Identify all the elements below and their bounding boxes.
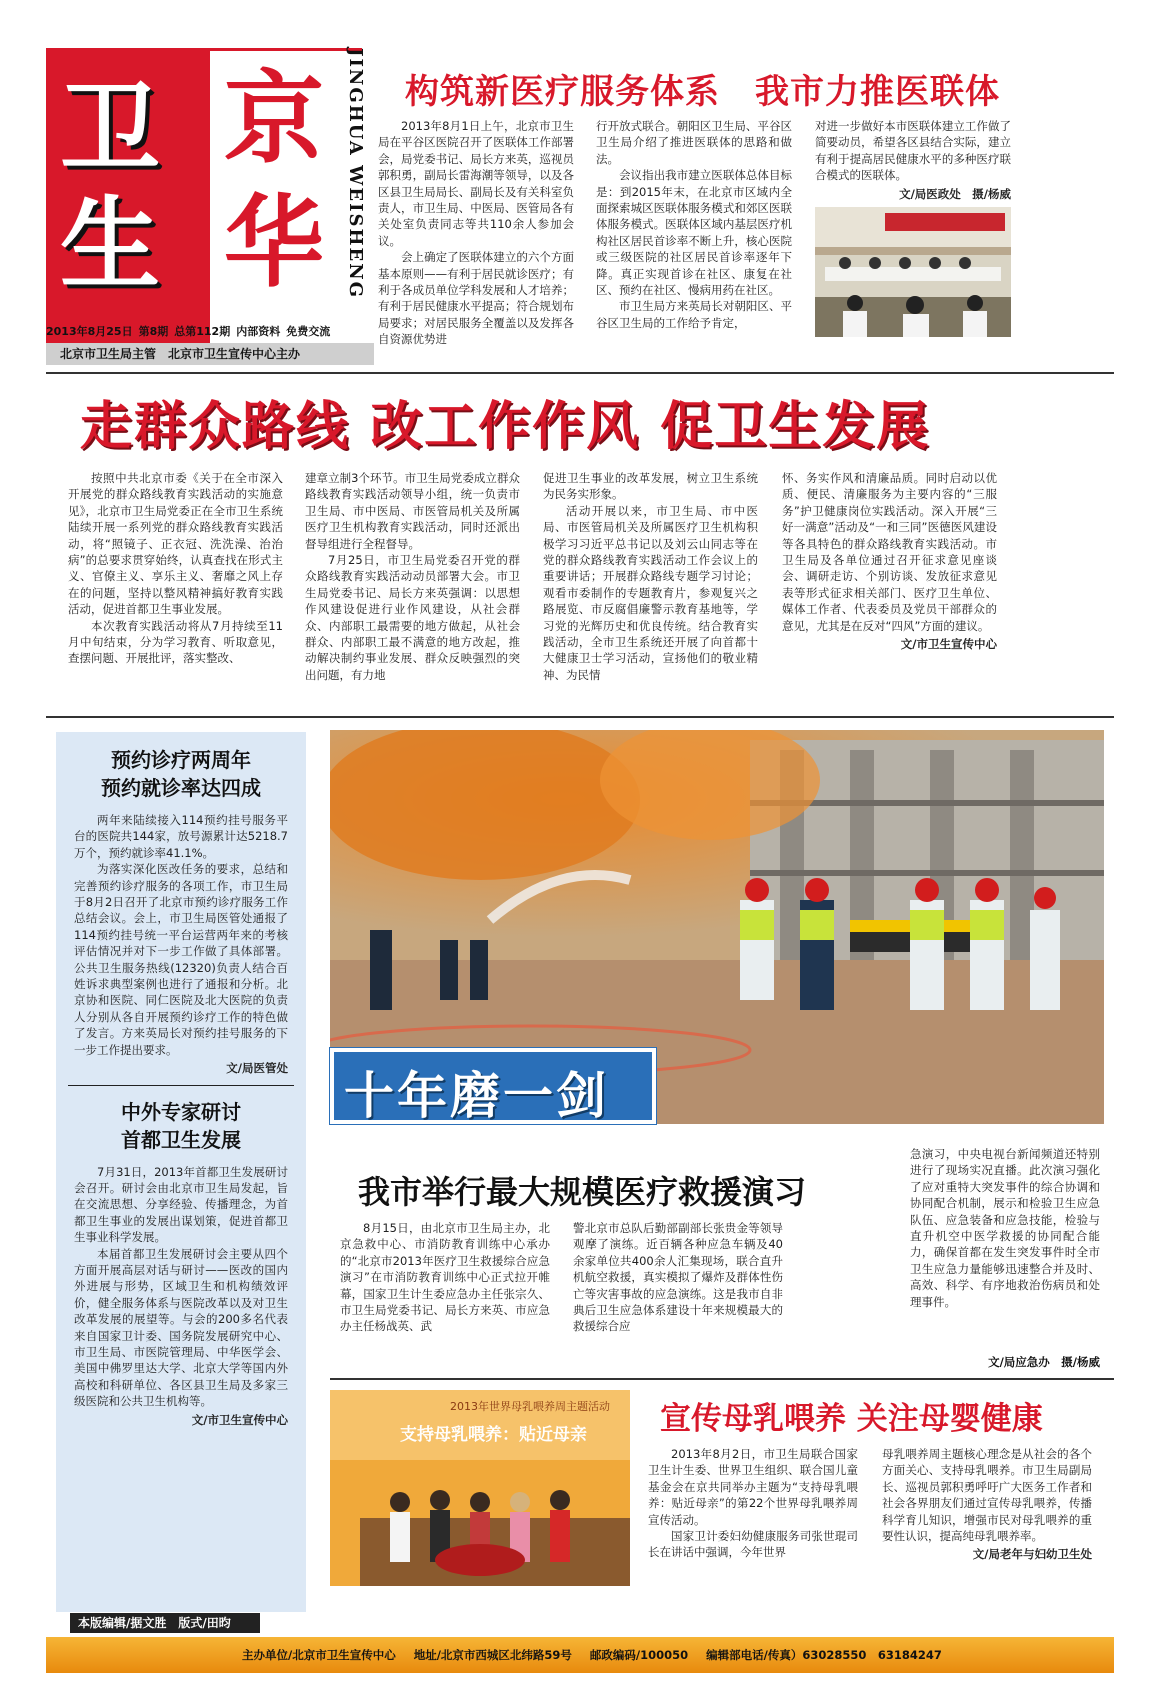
masthead-char-hua: 华 bbox=[224, 183, 324, 301]
drill-col-1 bbox=[340, 1220, 550, 1370]
drill-credit: 文/局应急办 摄/杨威 bbox=[988, 1355, 1100, 1369]
paragraph: 两年来陆续接入114预约挂号服务平台的医院共144家，放号源累计达5218.7万个，预约就诊率41.1%。 bbox=[74, 813, 288, 860]
paragraph: 会议指出我市建立医联体总体目标是：到2015年末，在北京市区域内全面探索城区医联体服务模式和郊区医联体服务模式。医联体区域内基层医疗机构社区居民首诊率不断上升，核心医院或三级医院的社区居民首诊率逐年下降。真正实现首诊在社区、康复在社区、预约在社区、慢病用药在社区。 bbox=[596, 168, 792, 298]
meeting-photo bbox=[815, 207, 1011, 337]
main-headline: 走群众路线 改工作作风 促卫生发展 bbox=[80, 397, 931, 457]
footer-address: 地址/北京市西城区北纬路59号 bbox=[413, 1648, 572, 1662]
side-headline-line2: 首都卫生发展 bbox=[121, 1127, 241, 1152]
paragraph: 会上确定了医联体建立的六个方面基本原则——有利于居民就诊医疗；有利于各成员单位学科发展和人才培养；有利于居民健康水平提高；符合规划布局要求；对居民服务全覆盖以及发挥各自资源优势进 bbox=[378, 250, 574, 347]
paragraph: 市卫生局方来英局长对朝阳区、平谷区卫生局的工作给予肯定， bbox=[596, 299, 792, 330]
issue-total: 总第112期 bbox=[174, 325, 231, 338]
footer-phone: 编辑部电话/传真）63028550 63184247 bbox=[706, 1648, 942, 1662]
breastfeeding-credit: 文/局老年与妇幼卫生处 bbox=[972, 1547, 1092, 1562]
top-story-col-3 bbox=[815, 118, 1011, 202]
breastfeeding-banner-text: 支持母乳喂养：贴近母亲 bbox=[400, 1425, 587, 1445]
top-story-credit: 文/局医政处 摄/杨威 bbox=[899, 186, 1011, 201]
side-headline-line1: 预约诊疗两周年 bbox=[111, 748, 251, 772]
footer-postcode: 邮政编码/100050 bbox=[589, 1648, 689, 1662]
paragraph: 怀、务实作风和清廉品质。同时启动以优质、便民、清廉服务为主要内容的“三服务”护卫健康岗位实践活动。深入开展“三好一满意”活动及“一和三同”医德医风建设等各具特色的群众路线教育实践活动。市卫生局及各单位通过召开征求意见座谈会、调研走访、个别访谈、发放征求意见表等形式征求相关部门、医疗卫生单位、媒体工作者、代表委员及党员干部群众的意见，尤其是在反对“四风”方面的建议。 bbox=[782, 471, 997, 633]
footer-bar bbox=[46, 1637, 1114, 1673]
paragraph: 促进卫生事业的改革发展，树立卫生系统为民务实形象。 bbox=[543, 471, 758, 502]
issue-info bbox=[46, 322, 388, 340]
paragraph: 警北京市总队后勤部副部长张贵金等领导观摩了演练。近百辆各种应急车辆及40余家单位共400余人汇集现场，联合直升机航空救援，真实模拟了爆炸及群体性伤亡等灾害事故的应急演练。这是我市自非典后卫生应急体系建设十年来规模最大的救援综合应 bbox=[573, 1221, 783, 1334]
paragraph: 活动开展以来，市卫生局、市中医局、市医管局机关及所属医疗卫生机构积极学习习近平总书记以及刘云山同志等在党的群众路线教育实践活动工作会议上的重要讲话；开展群众路线专题学习讨论；观看市委制作的专题教育片，参观复兴之路展览、市反腐倡廉警示教育基地等，学习党的光辉历史和优良传统。结合教育实践活动，全市卫生系统还开展了向首都十大健康卫士学习活动，宣扬他们的敬业精神、为民情 bbox=[543, 503, 758, 682]
footer-host: 主办单位/北京市卫生宣传中心 bbox=[242, 1648, 396, 1662]
breastfeeding-col-2 bbox=[882, 1446, 1092, 1606]
divider bbox=[46, 372, 1114, 374]
paragraph: 为落实深化医改任务的要求，总结和完善预约诊疗服务的各项工作，市卫生局于8月2日召开了北京市预约诊疗服务工作总结会议。会上，市卫生局医管处通报了114预约挂号统一平台运营两年来的考核评估情况并对下一步工作做了具体部署。公共卫生服务热线(12320)负责人结合百姓诉求典型案例也进行了通报和分析。北京协和医院、同仁医院及北大医院的负责人分别从各自开展预约诊疗工作的特色做了发言。方来英局长对预约挂号服务的下一步工作提出要求。 bbox=[74, 862, 288, 1057]
main-story-credit: 文/市卫生宣传中心 bbox=[900, 637, 997, 652]
masthead-char-sheng: 生 bbox=[60, 185, 160, 303]
paragraph: 2013年8月2日，市卫生局联合国家卫生计生委、世界卫生组织、联合国儿童基金会在京共同举办主题为“支持母乳喂养：贴近母亲”的第22个世界母乳喂养周宣传活动。 bbox=[648, 1447, 858, 1527]
paragraph: 7月25日，市卫生局党委召开党的群众路线教育实践活动动员部署大会。市卫生局党委书记、局长方来英强调：以思想作风建设促进行业作风建设，从社会群众、内部职工最需要的地方做起，从社会群众、内部职工最不满意的地方改起，推动解决制约事业发展、群众反映强烈的突出问题，有力地 bbox=[305, 553, 520, 682]
breastfeeding-photo bbox=[330, 1390, 630, 1586]
paragraph: 按照中共北京市委《关于在全市深入开展党的群众路线教育实践活动的实施意见》，北京市卫生局党委正在全市卫生系统陆续开展一系列党的群众路线教育实践活动，将“照镜子、正衣冠、洗洗澡、治治病”的总要求贯穿始终，认真查找在形式主义、官僚主义、享乐主义、奢靡之风上存在的问题，坚持以整风精神搞好教育实践活动，促进首都卫生事业发展。 bbox=[68, 471, 283, 617]
sponsor-bar: 北京市卫生局主管 北京市卫生宣传中心主办 bbox=[46, 343, 374, 365]
paragraph: 建章立制3个环节。市卫生局党委成立群众路线教育实践活动领导小组，统一负责市卫生局、市中医局、市医管局机关及所属医疗卫生机构教育实践活动，同时还派出督导组进行全程督导。 bbox=[305, 471, 520, 551]
paragraph: 本次教育实践活动将从7月持续至11月中旬结束，分为学习教育、听取意见，查摆问题、开展批评，落实整改、 bbox=[68, 618, 283, 666]
side-story-body bbox=[74, 1164, 288, 1429]
issue-number: 第8期 bbox=[138, 325, 169, 338]
divider bbox=[330, 1378, 1114, 1380]
top-story-col-1 bbox=[378, 118, 574, 348]
paragraph: 对进一步做好本市医联体建立工作做了简要动员，希望各区县结合实际，建立有利于提高居民健康水平的多种医疗联合模式的医联体。 bbox=[815, 119, 1011, 183]
drill-banner bbox=[330, 1048, 656, 1124]
masthead-char-jing: 京 bbox=[224, 59, 324, 177]
divider bbox=[46, 716, 1114, 718]
paragraph: 7月31日，2013年首都卫生发展研讨会召开。研讨会由北京市卫生局发起，旨在交流思想、分享经验、传播理念，为首都卫生事业的发展出谋划策，促进首都卫生事业科学发展。 bbox=[74, 1164, 288, 1245]
paragraph: 急演习，中央电视台新闻频道还特别进行了现场实况直播。此次演习强化了应对重特大突发事件的综合协调和协同配合机制，展示和检验卫生应急队伍、应急装备和应急技能，检验与直升机空中医学救援的协同配合能力，确保首都在发生突发事件时全市卫生应急力量能够迅速整合并及时、高效、科学、有序地救治伤病员和处理事件。 bbox=[910, 1147, 1100, 1309]
left-sidebar bbox=[56, 732, 306, 1612]
top-story-col-2 bbox=[596, 118, 792, 348]
masthead-char-wei: 卫 bbox=[60, 69, 160, 187]
drill-headline: 我市举行最大规模医疗救援演习 bbox=[358, 1173, 807, 1211]
breastfeeding-headline: 宣传母乳喂养 关注母婴健康 bbox=[660, 1401, 1043, 1437]
side-headline-line1: 中外专家研讨 bbox=[121, 1099, 241, 1124]
paragraph: 母乳喂养周主题核心理念是从社会的各个方面关心、支持母乳喂养。市卫生局副局长、巡视员郭积勇呼吁广大医务工作者和社会各界朋友们通过宣传母乳喂养，传播科学育儿知识，增强市民对母乳喂养的重要性认识，提高纯母乳喂养率。 bbox=[882, 1447, 1092, 1544]
masthead-pinyin: JINGHUA WEISHENG bbox=[345, 48, 366, 300]
issue-tag-free: 免费交流 bbox=[286, 325, 331, 338]
paragraph: 国家卫计委妇幼健康服务司张世琨司长在讲话中强调，今年世界 bbox=[648, 1529, 858, 1560]
paragraph: 8月15日，由北京市卫生局主办，北京急救中心、市消防教育训练中心承办的“北京市2013年医疗卫生救援综合应急演习”在市消防教育训练中心正式拉开帷幕，国家卫生计生委应急办主任张宗久、市卫生局党委书记、局长方来英、市应急办主任杨战英、武 bbox=[340, 1221, 550, 1334]
breastfeeding-banner-title: 2013年世界母乳喂养周主题活动 bbox=[450, 1400, 610, 1413]
main-story-col-1 bbox=[68, 470, 283, 666]
drill-col-2 bbox=[573, 1220, 783, 1370]
meeting-photo-image bbox=[815, 207, 1011, 337]
main-story-col-2 bbox=[305, 470, 520, 682]
side-story-body bbox=[74, 812, 288, 1077]
breastfeeding-col-1 bbox=[648, 1446, 858, 1606]
main-story-col-4 bbox=[782, 470, 997, 650]
side-story-appointment bbox=[56, 732, 306, 1077]
side-story-symposium bbox=[56, 1086, 306, 1429]
drill-banner-text: 十年磨一剑 bbox=[344, 1067, 609, 1125]
editor-credit: 本版编辑/据文胜 版式/田昀 bbox=[70, 1613, 260, 1633]
side-story-credit: 文/市卫生宣传中心 bbox=[191, 1412, 288, 1427]
paragraph: 本届首都卫生发展研讨会主要从四个方面开展高层对话与研讨——医改的国内外进展与形势，区域卫生和机构绩效评价，健全服务体系与医院改革以及对卫生改革发展的展望等。与会的200多名代表来自国家卫计委、国务院发展研究中心、市卫生局、市医院管理局、中华医学会、美国中佛罗里达大学、北京大学等国内外高校和科研单位、各区县卫生局及多家三级医院和公共卫生机构等。 bbox=[74, 1246, 288, 1409]
paragraph: 行开放式联合。朝阳区卫生局、平谷区卫生局介绍了推进医联体的思路和做法。 bbox=[596, 119, 792, 166]
issue-date: 2013年8月25日 bbox=[46, 325, 133, 338]
side-headline-line2: 预约就诊率达四成 bbox=[101, 776, 261, 800]
drill-col-3-top bbox=[910, 1146, 1100, 1309]
issue-tag-internal: 内部资料 bbox=[236, 325, 281, 338]
main-story-col-3 bbox=[543, 470, 758, 682]
masthead bbox=[46, 48, 362, 344]
top-story-headline: 构筑新医疗服务体系 我市力推医联体 bbox=[405, 72, 1000, 112]
paragraph: 2013年8月1日上午，北京市卫生局在平谷区医院召开了医联体工作部署会，局党委书记、局长方来英，巡视员郭积勇，副局长雷海潮等领导，以及各区县卫生局局长、副局长及有关科室负责人，市卫生局、中医局、医管局各有关处室负责同志等共110余人参加会议。 bbox=[378, 119, 574, 248]
side-story-credit: 文/局医管处 bbox=[226, 1061, 288, 1076]
